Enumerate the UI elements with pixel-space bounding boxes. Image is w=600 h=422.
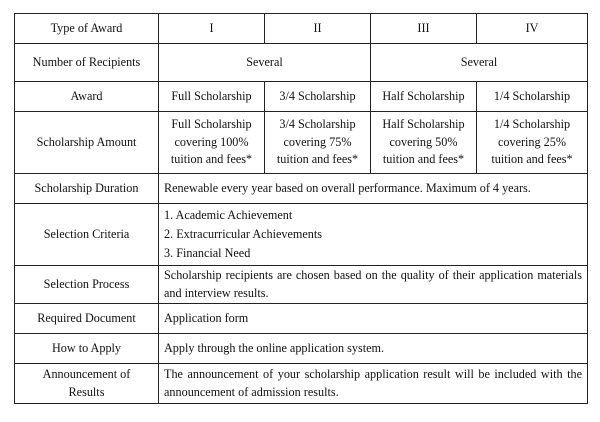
apply-text: Apply through the online application system. — [159, 334, 588, 364]
label-announcement-of-results — [15, 364, 159, 404]
amount-3-line-3: tuition and fees* — [382, 152, 465, 167]
criteria-item: 3. Financial Need — [164, 246, 251, 260]
amount-4-line-3: tuition and fees* — [491, 152, 573, 167]
row-scholarship-duration — [15, 174, 588, 204]
amount-cell-1 — [159, 112, 265, 174]
scholarship-table — [14, 13, 588, 404]
criteria-list — [159, 204, 588, 266]
row-required-document — [15, 304, 588, 334]
process-text: Scholarship recipients are chosen based on the quality of their application materials and interview results. — [159, 266, 588, 304]
announcement-label-line-1: Announcement of — [42, 367, 131, 382]
amount-cell-3 — [371, 112, 477, 174]
amount-2-line-2: covering 75% — [283, 134, 352, 149]
award-type-2: II — [265, 14, 371, 44]
criteria-item: 1. Academic Achievement — [164, 208, 293, 222]
award-type-4: IV — [477, 14, 588, 44]
label-number-of-recipients: Number of Recipients — [15, 44, 159, 82]
amount-2-line-1: 3/4 Scholarship — [279, 116, 356, 131]
row-award — [15, 82, 588, 112]
award-value-1: Full Scholarship — [159, 82, 265, 112]
row-number-of-recipients — [15, 44, 588, 82]
label-award: Award — [15, 82, 159, 112]
award-value-2: 3/4 Scholarship — [265, 82, 371, 112]
amount-2-line-3: tuition and fees* — [276, 152, 359, 167]
duration-text: Renewable every year based on overall performance. Maximum of 4 years. — [159, 174, 588, 204]
document-page — [14, 13, 588, 404]
label-selection-process: Selection Process — [15, 266, 159, 304]
document-text: Application form — [159, 304, 588, 334]
announcement-label-line-2: Results — [68, 384, 105, 399]
row-announcement-of-results — [15, 364, 588, 404]
row-selection-process — [15, 266, 588, 304]
award-type-1: I — [159, 14, 265, 44]
recipients-types-1-2: Several — [159, 44, 371, 82]
label-how-to-apply: How to Apply — [15, 334, 159, 364]
row-how-to-apply — [15, 334, 588, 364]
label-required-document: Required Document — [15, 304, 159, 334]
amount-cell-2 — [265, 112, 371, 174]
row-selection-criteria — [15, 204, 588, 266]
amount-4-line-2: covering 25% — [497, 134, 567, 149]
award-value-4: 1/4 Scholarship — [477, 82, 588, 112]
label-scholarship-duration: Scholarship Duration — [15, 174, 159, 204]
row-type-of-award — [15, 14, 588, 44]
award-type-3: III — [371, 14, 477, 44]
label-type-of-award: Type of Award — [15, 14, 159, 44]
amount-1-line-1: Full Scholarship — [171, 116, 252, 131]
award-value-3: Half Scholarship — [371, 82, 477, 112]
amount-4-line-1: 1/4 Scholarship — [493, 116, 571, 131]
announcement-text: The announcement of your scholarship application result will be included with the announcement of admission results. — [159, 364, 588, 404]
label-scholarship-amount: Scholarship Amount — [15, 112, 159, 174]
amount-1-line-3: tuition and fees* — [170, 152, 253, 167]
label-selection-criteria: Selection Criteria — [15, 204, 159, 266]
recipients-types-3-4: Several — [371, 44, 588, 82]
amount-1-line-2: covering 100% — [174, 134, 249, 149]
criteria-item: 2. Extracurricular Achievements — [164, 227, 323, 241]
row-scholarship-amount — [15, 112, 588, 174]
amount-cell-4 — [477, 112, 588, 174]
amount-3-line-1: Half Scholarship — [382, 116, 465, 131]
amount-3-line-2: covering 50% — [389, 134, 458, 149]
